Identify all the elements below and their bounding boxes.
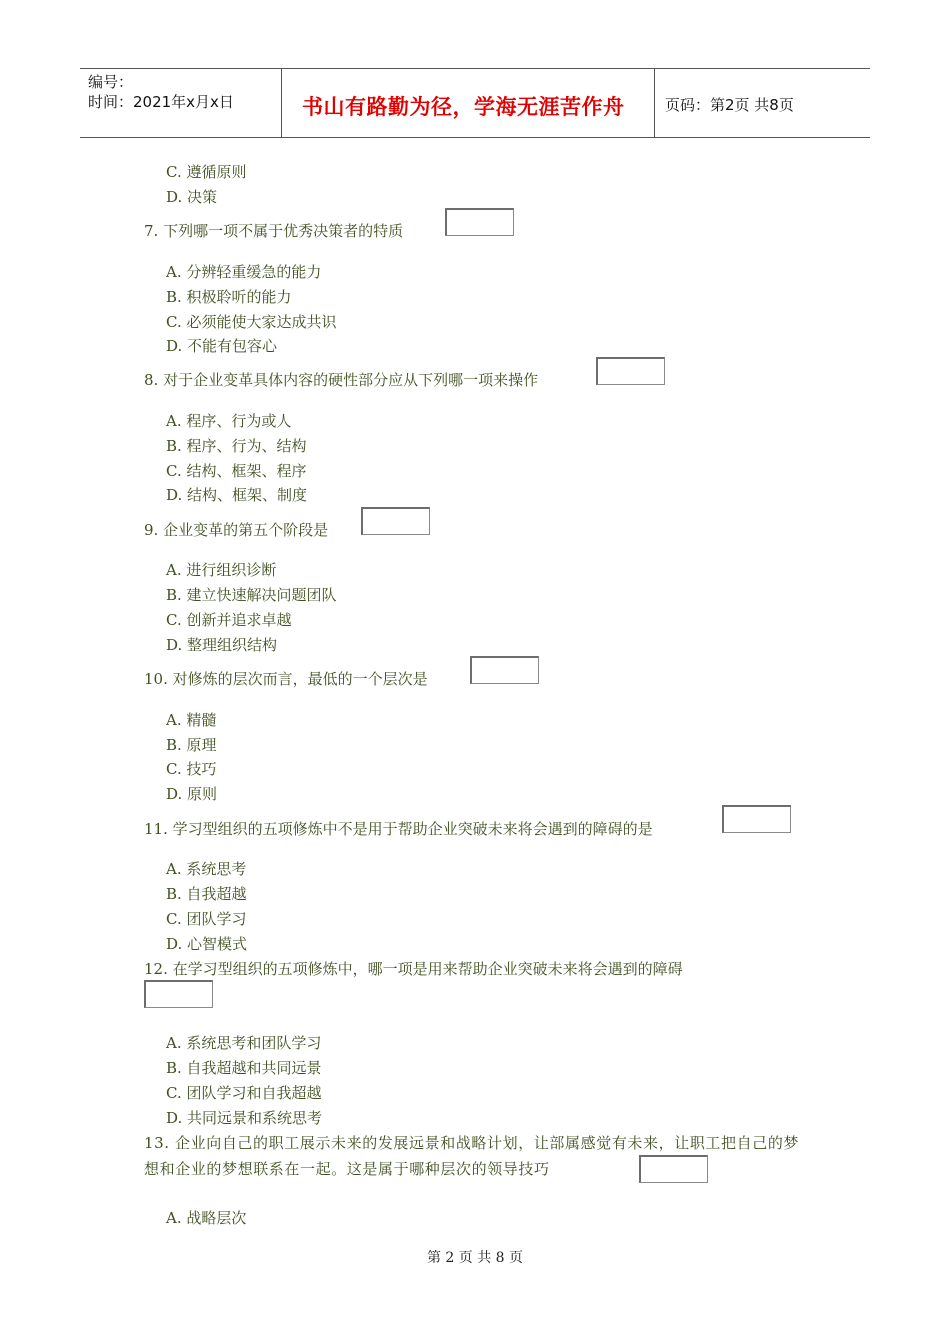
option-d: D. 共同远景和系统思考 bbox=[166, 1109, 323, 1127]
option-d: D. 结构、框架、制度 bbox=[166, 486, 308, 504]
question-9: 9. 企业变革的第五个阶段是 bbox=[144, 521, 329, 539]
option-b: B. 自我超越 bbox=[166, 885, 247, 903]
option-a: A. 战略层次 bbox=[166, 1209, 247, 1227]
option-c: C. 团队学习 bbox=[166, 910, 247, 928]
date-label: 时间：2021年x月x日 bbox=[88, 93, 234, 111]
option-d: D. 不能有包容心 bbox=[166, 337, 278, 355]
option-d: D. 心智模式 bbox=[166, 935, 248, 953]
question-12: 12. 在学习型组织的五项修炼中，哪一项是用来帮助企业突破未来将会遇到的障碍 bbox=[144, 960, 683, 978]
option-c: C. 团队学习和自我超越 bbox=[166, 1084, 322, 1102]
option-c: C. 遵循原则 bbox=[166, 163, 247, 181]
number-label: 编号： bbox=[88, 73, 134, 91]
option-a: A. 程序、行为或人 bbox=[166, 412, 292, 430]
option-c: C. 必须能使大家达成共识 bbox=[166, 313, 337, 331]
option-b: B. 原理 bbox=[166, 736, 217, 754]
option-d: D. 原则 bbox=[166, 785, 218, 803]
question-7: 7. 下列哪一项不属于优秀决策者的特质 bbox=[144, 222, 404, 240]
option-b: B. 积极聆听的能力 bbox=[166, 288, 292, 306]
answer-box-7[interactable] bbox=[445, 208, 514, 236]
option-d: D. 决策 bbox=[166, 188, 218, 206]
answer-box-11[interactable] bbox=[722, 805, 791, 833]
option-a: A. 进行组织诊断 bbox=[166, 561, 277, 579]
option-a: A. 精髓 bbox=[166, 711, 217, 729]
option-c: C. 创新并追求卓越 bbox=[166, 611, 292, 629]
answer-box-9[interactable] bbox=[361, 507, 430, 535]
option-a: A. 系统思考和团队学习 bbox=[166, 1034, 322, 1052]
option-b: B. 自我超越和共同远景 bbox=[166, 1059, 322, 1077]
question-13: 13. 企业向自己的职工展示未来的发展远景和战略计划，让部属感觉有未来，让职工把自己的梦想和企业的梦想联系在一起。这是属于哪种层次的领导技巧 bbox=[144, 1134, 800, 1178]
question-10: 10. 对修炼的层次而言，最低的一个层次是 bbox=[144, 670, 428, 688]
answer-box-8[interactable] bbox=[596, 357, 665, 385]
option-d: D. 整理组织结构 bbox=[166, 636, 278, 654]
page-label: 页码：第2页 共8页 bbox=[665, 96, 794, 114]
answer-box-10[interactable] bbox=[470, 656, 539, 684]
page-footer: 第 2 页 共 8 页 bbox=[426, 1250, 524, 1266]
motto-text: 书山有路勤为径，学海无涯苦作舟 bbox=[302, 95, 625, 119]
question-11: 11. 学习型组织的五项修炼中不是用于帮助企业突破未来将会遇到的障碍的是 bbox=[144, 820, 653, 838]
answer-box-13[interactable] bbox=[639, 1155, 708, 1183]
option-b: B. 建立快速解决问题团队 bbox=[166, 586, 337, 604]
option-c: C. 结构、框架、程序 bbox=[166, 462, 307, 480]
question-8: 8. 对于企业变革具体内容的硬性部分应从下列哪一项来操作 bbox=[144, 371, 539, 389]
answer-box-12[interactable] bbox=[144, 980, 213, 1008]
option-c: C. 技巧 bbox=[166, 760, 217, 778]
option-a: A. 分辨轻重缓急的能力 bbox=[166, 263, 322, 281]
option-a: A. 系统思考 bbox=[166, 860, 247, 878]
option-b: B. 程序、行为、结构 bbox=[166, 437, 307, 455]
